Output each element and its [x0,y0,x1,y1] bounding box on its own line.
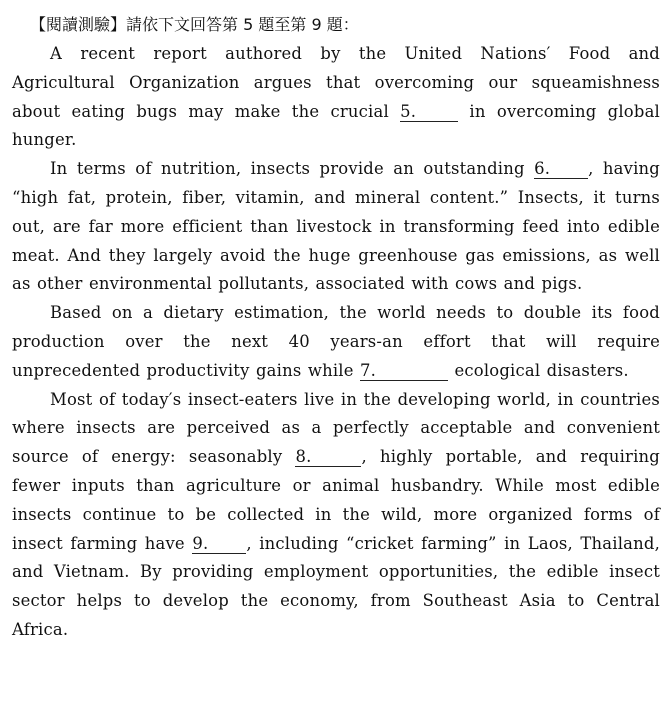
paragraph-3 [12,299,660,385]
paragraph-2-text-b: , having “high fat, protein, fiber, vitamin, and mineral content.” Insects, it turns out, are far more efficient than livestock in transforming feed into edible meat. And they largely avoid the huge greenhouse gas emissions, as well as other environmental pollutants, associated with cows and pigs. [12,159,660,294]
paragraph-4-text-a: Most of today′s insect-eaters live in the developing world, in countries where insects are perceived as a perfectly acceptable and convenient source of energy: seasonably [12,389,660,467]
blank-7: 7. [360,362,448,381]
paragraph-1-text-b: in overcoming global hunger. [12,101,660,150]
section-heading: 【閱讀測驗】請依下文回答第 5 題至第 9 題： [30,15,359,34]
paragraph-2 [12,155,660,299]
blank-8: 8. [295,448,361,467]
blank-6: 6. [534,160,588,179]
paragraph-3-text-a: Based on a dietary estimation, the world needs to double its food production over the next 40 years-an effort that will require unprecedented productivity gains while [12,303,660,380]
blank-9: 9. [192,535,246,554]
paragraph-4 [12,386,660,645]
paragraph-4-text-c: , including “cricket farming” in Laos, Thailand, and Vietnam. By providing employment opportunities, the edible insect sector helps to develop the economy, from Southeast Asia to Central Africa. [12,533,660,639]
blank-5: 5. [400,103,458,122]
paragraph-2-text-a: In terms of nutrition, insects provide an outstanding [50,159,525,179]
paragraph-1 [12,40,660,155]
paragraph-3-text-b: ecological disasters. [454,360,629,380]
paragraph-4-text-b: , highly portable, and requiring fewer inputs than agriculture or animal husbandry. While most edible insects continue to be collected in the wild, more organized forms of insect farming have [12,447,660,553]
paragraph-1-text-a: A recent report authored by the United Nations′ Food and Agricultural Organization argues that overcoming our squeamishness about eating bugs may make the crucial [12,44,660,121]
